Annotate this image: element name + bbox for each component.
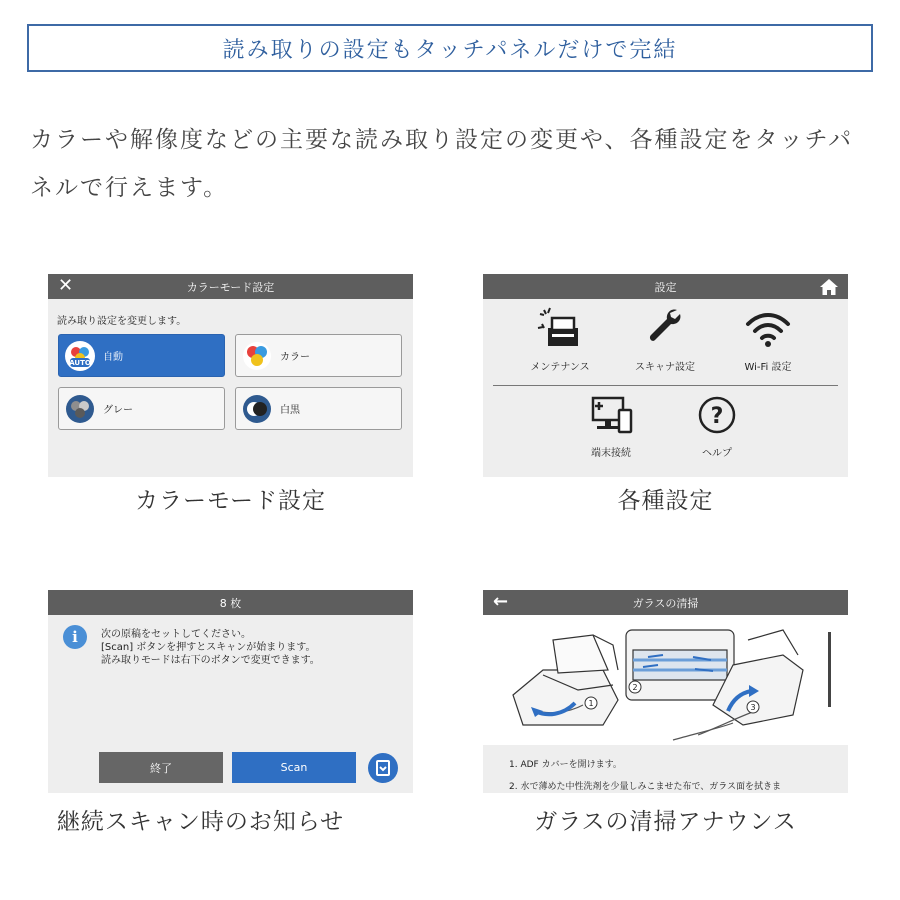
mode-bw-button[interactable] bbox=[235, 387, 402, 430]
read-mode-icon bbox=[374, 759, 392, 777]
scan-page-count: 8 枚 bbox=[219, 596, 242, 610]
maintenance-item[interactable] bbox=[515, 304, 605, 373]
settings-title: 設定 bbox=[654, 280, 677, 294]
auto-mode-icon bbox=[65, 341, 95, 371]
wifi-settings-label: Wi-Fi 設定 bbox=[744, 362, 792, 373]
gray-mode-icon bbox=[65, 394, 95, 424]
maintenance-label: メンテナンス bbox=[530, 362, 590, 373]
wifi-icon bbox=[742, 304, 794, 352]
color-mode-icon bbox=[242, 341, 272, 371]
device-connection-icon bbox=[585, 392, 637, 438]
scan-button[interactable] bbox=[232, 752, 356, 783]
scanner-settings-item[interactable] bbox=[620, 304, 710, 373]
scanner-settings-label: スキャナ設定 bbox=[635, 362, 695, 373]
scan-button-label: Scan bbox=[280, 761, 308, 774]
wrench-icon bbox=[639, 304, 691, 352]
mode-auto-label: 自動 bbox=[103, 352, 123, 363]
glass-title-bar bbox=[483, 590, 848, 615]
color-mode-caption: カラーモード設定 bbox=[134, 488, 327, 514]
glass-title: ガラスの清掃 bbox=[632, 596, 699, 610]
glass-scrollbar[interactable] bbox=[828, 632, 831, 707]
settings-title-bar bbox=[483, 274, 848, 299]
color-mode-title: カラーモード設定 bbox=[186, 280, 275, 294]
scan-notice-screen bbox=[48, 590, 413, 793]
device-connection-label: 端末接続 bbox=[591, 448, 631, 459]
glass-step-2: 2. 水で薄めた中性洗剤を少量しみこませた布で、ガラス面を拭きま bbox=[509, 782, 781, 790]
settings-caption: 各種設定 bbox=[617, 488, 714, 514]
mode-bw-label: 白黒 bbox=[280, 405, 300, 416]
glass-cleaning-screen bbox=[483, 590, 848, 793]
help-item[interactable] bbox=[672, 392, 762, 459]
auto-badge: AUTO bbox=[69, 358, 91, 367]
mode-gray-label: グレー bbox=[103, 405, 133, 416]
mode-auto-button[interactable] bbox=[58, 334, 225, 377]
help-label: ヘルプ bbox=[702, 448, 732, 459]
scan-message-line: 次の原稿をセットしてください。 bbox=[101, 629, 251, 640]
help-icon bbox=[691, 392, 743, 438]
glass-cleaning-caption: ガラスの清掃アナウンス bbox=[534, 809, 797, 835]
scan-notice-caption: 継続スキャン時のお知らせ bbox=[56, 809, 345, 835]
bw-mode-icon bbox=[242, 394, 272, 424]
info-icon: i bbox=[63, 625, 87, 649]
maintenance-icon bbox=[534, 304, 586, 352]
back-arrow-icon[interactable]: ← bbox=[493, 591, 509, 612]
mode-color-label: カラー bbox=[280, 352, 310, 363]
end-button[interactable] bbox=[99, 752, 223, 783]
mode-color-button[interactable] bbox=[235, 334, 402, 377]
intro-text: カラーや解像度などの主要な読み取り設定の変更や、各種設定をタッチパネルで行えます。 bbox=[30, 127, 854, 201]
cleaning-illustration bbox=[483, 615, 848, 745]
home-icon[interactable] bbox=[819, 278, 839, 296]
settings-screen bbox=[483, 274, 848, 477]
end-button-label: 終了 bbox=[150, 761, 172, 775]
section-heading bbox=[27, 24, 873, 72]
device-connection-item[interactable] bbox=[566, 392, 656, 459]
scan-message-line: 読み取りモードは右下のボタンで変更できます。 bbox=[101, 655, 320, 666]
scan-title-bar bbox=[48, 590, 413, 615]
step-marker-3: 3 bbox=[750, 703, 756, 712]
svg-text:?: ? bbox=[710, 404, 724, 429]
scan-message-line: [Scan] ボタンを押すとスキャンが始まります。 bbox=[101, 642, 316, 653]
read-mode-button[interactable] bbox=[368, 753, 398, 783]
color-mode-screen bbox=[48, 274, 413, 477]
section-heading-text: 読み取りの設定もタッチパネルだけで完結 bbox=[222, 37, 678, 63]
step-marker-1: 1 bbox=[588, 699, 594, 708]
glass-step-1: 1. ADF カバーを開けます。 bbox=[509, 760, 622, 770]
close-icon[interactable]: ✕ bbox=[58, 275, 74, 296]
wifi-settings-item[interactable] bbox=[723, 304, 813, 373]
settings-divider bbox=[493, 385, 838, 386]
step-marker-2: 2 bbox=[632, 683, 638, 692]
color-mode-title-bar bbox=[48, 274, 413, 299]
color-mode-instruction: 読み取り設定を変更します。 bbox=[57, 316, 187, 327]
scan-message bbox=[101, 628, 320, 667]
mode-gray-button[interactable] bbox=[58, 387, 225, 430]
